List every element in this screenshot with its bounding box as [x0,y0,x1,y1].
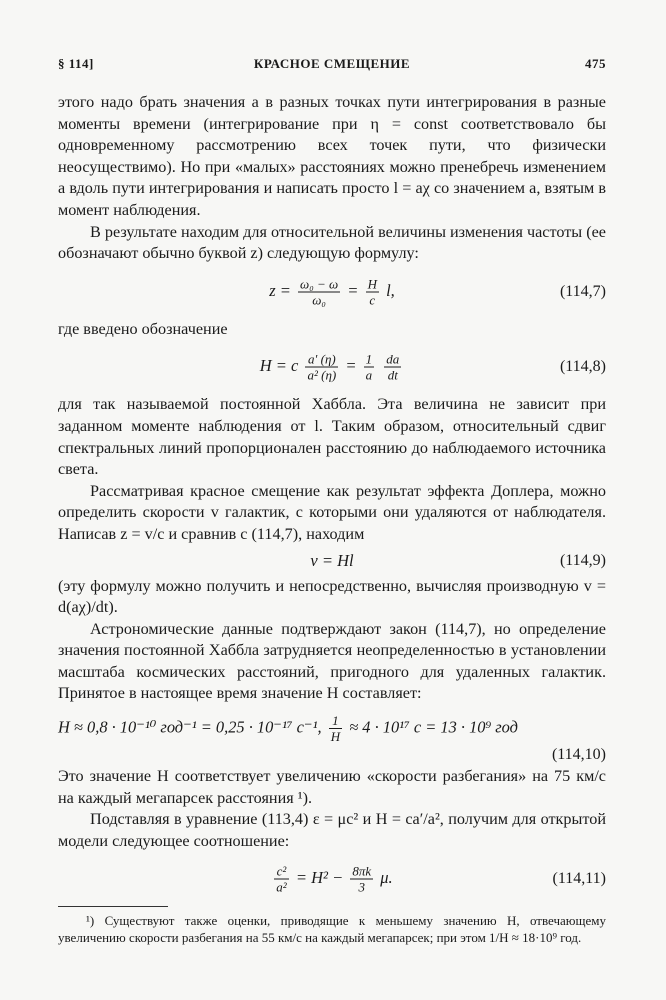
fraction: $\frac{8\pi k}{3}$ [352,863,372,895]
footnote-text: ¹) Существуют также оценки, приводящие к меньшему значению H, отвечающему увеличению скорости разбегания на 55 км/с на каждый мегапарсек; при этом 1/H ≈ 18·10⁹ год. [58,913,606,945]
page-number: 475 [585,56,606,71]
paragraph: Рассматривая красное смещение как результат эффекта Доплера, можно определить скорости v галактик, с которыми они удаляются от наблюдателя. Написав z = v/c и сравнив с (114,7), находим [58,481,606,543]
fraction: $\frac{1}{a}$ [365,351,373,383]
equation-number: (114,8) [559,358,606,376]
equation-114-8: H = c $\frac{a' (\eta)}{\text{a² (η)}}$ = $\frac{1}{a}$ $\frac{da}{dt}$ (114,8) [259,351,606,383]
fraction: $\frac{a' (\eta)}{\text{a² (η)}}$ [307,351,337,383]
paragraph: для так называемой постоянной Хаббла. Эта величина не зависит при заданном моменте наблюдения от l. Таким образом, относительный сдвиг спектральных линий пропорционален расстоянию до наблюдаемого источника света. [58,395,606,479]
equation-114-11: $\frac{\text{c²}}{\text{a²}}$ = H² − $\frac{8\pi k}{3}$ μ. (114,11) [276,863,606,895]
equation-114-9: v = Hl (114,9) [310,550,606,570]
footnote-divider [58,906,168,907]
equation-number: (114,9) [559,551,606,569]
equation-number: (114,7) [559,282,606,300]
fraction: $\frac{\text{ω₀ − ω}}{\text{ω₀}}$ [300,276,339,308]
footnote [58,912,606,946]
paragraph: Астрономические данные подтверждают закон (114,7), но определение значения постоянной Хаббла затрудняется неопределенностью в установлении масштаба космических расстояний, пригодного для удаленных галактик. Принятое в настоящее время значение H составляет: [58,619,606,703]
equation-114-7: z = $\frac{\text{ω₀ − ω}}{\text{ω₀}}$ = $\frac{H}{c}$ l, (114,7) [269,276,606,308]
fraction: $\frac{da}{dt}$ [386,351,400,383]
paragraph: этого надо брать значения a в разных точках пути интегрирования в разные моменты времени (интегрирование при η = const соответствовало бы одновременному рассмотрению всех точек пути, что физически неосуществимо). Но при «малых» расстояниях можно пренебречь изменением a вдоль пути интегрирования и написать просто l = aχ со значением a, взятым в момент наблюдения. [58,93,606,219]
paragraph: Это значение H соответствует увеличению «скорости разбегания» на 75 км/с на каждый мегапарсек расстояния ¹). [58,767,606,807]
paragraph: (эту формулу можно получить и непосредственно, вычисляя производную v = d(aχ)/dt). [58,576,606,617]
equation-number: (114,11) [552,870,606,888]
paragraph: В результате находим для относительной величины изменения частоты (ее обозначают обычно буквой z) следующую формулу: [58,222,606,263]
fraction: $\frac{H}{c}$ [367,276,377,308]
equation-114-10: H ≈ 0,8 · 10⁻¹⁰ год⁻¹ = 0,25 · 10⁻¹⁷ с⁻¹, $\frac{1}{H}$ ≈ 4 · 10¹⁷ с = 13 · 10⁹ год (114,10) [58,713,606,766]
section-marker: § 114] [58,56,94,71]
paragraph: где введено обозначение [58,319,228,338]
paragraph: Подставляя в уравнение (113,4) ε = μc² и H = ca′/a², получим для открытой модели следующее соотношение: [58,810,606,850]
fraction: $\frac{\text{c²}}{\text{a²}}$ [276,863,287,895]
page-header [58,56,606,78]
running-title: КРАСНОЕ СМЕЩЕНИЕ [253,56,411,71]
page-body [58,92,606,906]
fraction: $\frac{1}{H}$ [330,713,341,745]
equation-number: (114,10) [551,746,606,764]
